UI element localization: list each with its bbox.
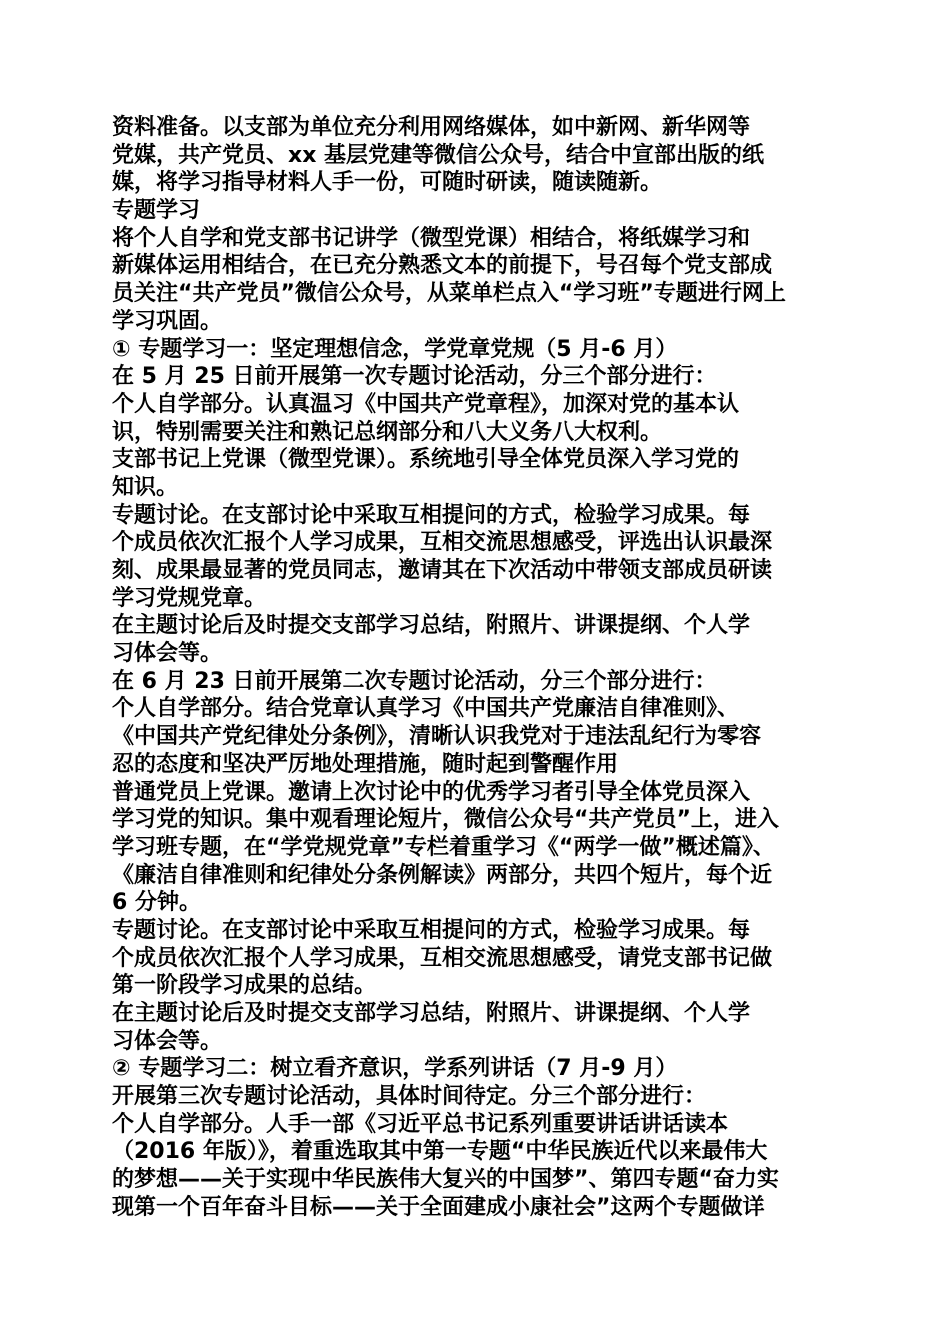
text-line: 习体会等。 bbox=[112, 1028, 223, 1054]
text-line: 《廉洁自律准则和纪律处分条例解读》两部分，共四个短片，每个近 bbox=[112, 862, 773, 888]
text-line: 习体会等。 bbox=[112, 641, 223, 667]
text-line: 媒，将学习指导材料人手一份，可随时研读，随读随新。 bbox=[112, 170, 663, 196]
text-line: 个成员依次汇报个人学习成果，互相交流思想感受，请党支部书记做 bbox=[112, 945, 773, 971]
text-line: 刻、成果最显著的党员同志，邀请其在下次活动中带领支部成员研读 bbox=[112, 558, 773, 583]
text-line: 忍的态度和坚决严厉地处理措施，随时起到警醒作用 bbox=[112, 751, 619, 777]
text-line: 个成员依次汇报个人学习成果，互相交流思想感受，评选出认识最深 bbox=[112, 530, 773, 556]
text-line: （2016 年版）》，着重选取其中第一专题“中华民族近代以来最伟大 bbox=[112, 1139, 768, 1165]
text-line: 识，特别需要关注和熟记总纲部分和八大义务八大权利。 bbox=[112, 419, 663, 445]
text-line: 学习巩固。 bbox=[112, 308, 223, 334]
text-line: 个人自学部分。结合党章认真学习《中国共产党廉洁自律准则》、 bbox=[112, 696, 740, 722]
text-line: 专题讨论。在支部讨论中采取互相提问的方式，检验学习成果。每 bbox=[112, 917, 751, 943]
text-line: 学习党的知识。集中观看理论短片，微信公众号“共产党员”上，进入 bbox=[112, 807, 779, 833]
text-line: 将个人自学和党支部书记讲学（微型党课）相结合，将纸媒学习和 bbox=[112, 225, 751, 251]
text-line: 专题学习 bbox=[112, 198, 201, 224]
text-line: 个人自学部分。人手一部《习近平总书记系列重要讲话讲话读本 bbox=[112, 1111, 729, 1137]
text-line: 普通党员上党课。邀请上次讨论中的优秀学习者引导全体党员深入 bbox=[112, 779, 751, 805]
text-line: 在 5 月 25 日前开展第一次专题讨论活动，分三个部分进行： bbox=[112, 364, 717, 390]
text-line: 学习班专题，在“学党规党章”专栏着重学习《“两学一做”概述篇》、 bbox=[112, 834, 775, 860]
text-line: 资料准备。以支部为单位充分利用网络媒体，如中新网、新华网等 bbox=[112, 115, 751, 140]
text-line: 现第一个百年奋斗目标——关于全面建成小康社会”这两个专题做详 bbox=[112, 1194, 765, 1220]
text-line: 的梦想——关于实现中华民族伟大复兴的中国梦”、第四专题“奋力实 bbox=[112, 1167, 779, 1193]
text-line: 学习党规党章。 bbox=[112, 585, 267, 611]
text-line: 个人自学部分。认真温习《中国共产党章程》，加深对党的基本认 bbox=[112, 391, 740, 417]
text-line: 《中国共产党纪律处分条例》，清晰认识我党对于违法乱纪行为零容 bbox=[112, 724, 762, 750]
text-line: 在主题讨论后及时提交支部学习总结，附照片、讲课提纲、个人学 bbox=[112, 613, 751, 639]
document-page bbox=[112, 114, 844, 1222]
text-line: ① 专题学习一：坚定理想信念，学党章党规（5 月-6 月） bbox=[112, 336, 678, 362]
text-line: 专题讨论。在支部讨论中采取互相提问的方式，检验学习成果。每 bbox=[112, 502, 751, 528]
text-line: 新媒体运用相结合，在已充分熟悉文本的前提下，号召每个党支部成 bbox=[112, 253, 773, 279]
text-line: 在 6 月 23 日前开展第二次专题讨论活动，分三个部分进行： bbox=[112, 668, 717, 694]
text-line: 支部书记上党课（微型党课）。系统地引导全体党员深入学习党的 bbox=[112, 447, 740, 473]
text-line: ② 专题学习二：树立看齐意识，学系列讲话（7 月-9 月） bbox=[112, 1056, 678, 1082]
text-line: 员关注“共产党员”微信公众号，从菜单栏点入“学习班”专题进行网上 bbox=[112, 281, 786, 307]
text-line: 知识。 bbox=[112, 474, 179, 500]
text-line: 在主题讨论后及时提交支部学习总结，附照片、讲课提纲、个人学 bbox=[112, 1001, 751, 1026]
text-line: 党媒，共产党员、xx 基层党建等微信公众号，结合中宣部出版的纸 bbox=[112, 142, 765, 168]
text-line: 开展第三次专题讨论活动，具体时间待定。分三个部分进行： bbox=[112, 1084, 707, 1110]
text-line: 6 分钟。 bbox=[112, 890, 201, 916]
text-line: 第一阶段学习成果的总结。 bbox=[112, 973, 377, 999]
